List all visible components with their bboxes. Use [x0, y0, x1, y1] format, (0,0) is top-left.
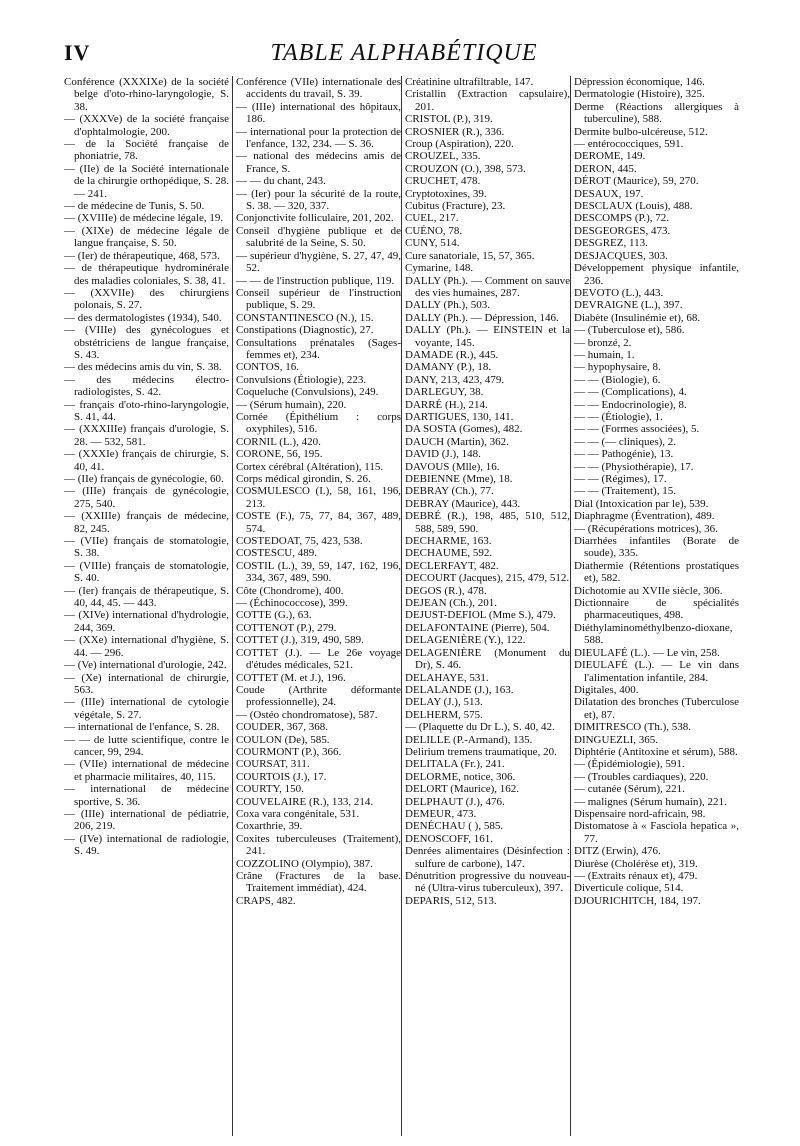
index-entry: Diurèse (Cholérèse et), 319.: [574, 857, 698, 870]
page-title: TABLE ALPHABÉTIQUE: [270, 40, 538, 66]
index-entry: — (IIIe) international de cytologie végétale, S. 27.: [64, 696, 229, 721]
index-entry: — des dermatologistes (1934), 540.: [64, 311, 222, 324]
index-entry: DEBRÉ (R.), 198, 485, 510, 512, 588, 589, 590.: [405, 510, 570, 535]
index-entry: Cryptotoxines, 39.: [405, 187, 487, 200]
index-entry: — (IIIe) français de gynécologie, 275, 540.: [64, 485, 229, 510]
index-column-2: [236, 76, 401, 1136]
index-entry: DESGEORGES, 473.: [574, 224, 671, 237]
index-entry: DITZ (Erwin), 476.: [574, 845, 661, 858]
index-entry: CROSNIER (R.), 336.: [405, 125, 505, 138]
index-entry: — — du chant, 243.: [236, 175, 326, 188]
index-entry: COTTENOT (P.), 279.: [236, 621, 337, 634]
index-entry: DEMEUR, 473.: [405, 807, 477, 820]
index-entry: DANY, 213, 423, 479.: [405, 373, 505, 386]
index-entry: — — de l'instruction publique, 119.: [236, 274, 395, 287]
index-entry: DELAFONTAINE (Pierre), 504.: [405, 621, 550, 634]
index-entry: DESJACQUES, 303.: [574, 249, 668, 262]
index-entry: — (XXIIIe) français de médecine, 82, 245.: [64, 510, 229, 535]
index-entry: — (XXXIIIe) français d'urologie, S. 28. — 532, 581.: [64, 423, 229, 448]
index-entry: DARLEGUY, 38.: [405, 386, 484, 399]
index-entry: Diaphragme (Éventration), 489.: [574, 510, 715, 523]
index-entry: — hypophysaire, 8.: [574, 361, 661, 374]
index-entry: DELAGENIÈRE (Y.), 122.: [405, 634, 526, 647]
index-entry: — de la Société française de phoniatrie, 78.: [64, 138, 229, 163]
index-column-4: [574, 76, 739, 1136]
index-entry: Créatinine ultrafiltrable, 147.: [405, 76, 534, 88]
index-entry: Cristallin (Extraction capsulaire), 201.: [405, 88, 570, 113]
index-entry: COSMULESCO (I.), 58, 161, 196, 213.: [236, 485, 401, 510]
index-entry: Conjonctivite folliculaire, 201, 202.: [236, 212, 394, 225]
index-entry: — de médecine de Tunis, S. 50.: [64, 200, 205, 213]
index-entry: Diabète (Insulinémie et), 68.: [574, 311, 701, 324]
index-entry: Diphtérie (Antitoxine et sérum), 588.: [574, 745, 738, 758]
index-entry: CUNY, 514.: [405, 237, 460, 250]
index-entry: CORONE, 56, 195.: [236, 448, 323, 461]
index-entry: DALLY (Ph.). — EINSTEIN et la voyante, 145.: [405, 324, 570, 349]
index-entry: Dépression économique, 146.: [574, 76, 705, 88]
index-entry: Conseil supérieur de l'instruction publique, S. 29.: [236, 286, 401, 312]
index-entry: Cure sanatoriale, 15, 57, 365.: [405, 249, 535, 262]
index-entry: CONSTANTINESCO (N.), 15.: [236, 311, 374, 324]
index-entry: Croup (Aspiration), 220.: [405, 138, 514, 151]
index-entry: — (Ier) français de thérapeutique, S. 40, 44, 45. — 443.: [64, 584, 229, 610]
index-entry: COSTE (F.), 75, 77, 84, 367, 489, 574.: [236, 510, 401, 535]
index-entry: DAVID (J.), 148.: [405, 448, 481, 461]
index-entry: COULON (De), 585.: [236, 733, 330, 746]
index-entry: DALLY (Ph.). — Dépression, 146.: [405, 311, 559, 324]
index-entry: DESCOMPS (P.), 72.: [574, 212, 670, 225]
index-entry: — — de lutte scientifique, contre le cancer, 99, 294.: [64, 733, 229, 758]
index-entry: — (XXXIe) français de chirurgie, S. 40, 41.: [64, 448, 229, 473]
index-entry: Distomatose à « Fasciola hepatica », 77.: [574, 820, 739, 845]
index-entry: — (Ostéo chondromatose), 587.: [236, 708, 378, 721]
index-entry: — — (Biologie), 6.: [574, 373, 661, 386]
index-entry: — (VIIe) international de médecine et pharmacie militaires, 40, 115.: [64, 758, 229, 783]
index-entry: DELORT (Maurice), 162.: [405, 783, 519, 796]
index-entry: Consultations prénatales (Sages-femmes et), 234.: [236, 336, 401, 361]
column-divider: [232, 76, 233, 1136]
index-entry: DELAHAYE, 531.: [405, 671, 489, 684]
index-entry: — (Récupérations motrices), 36.: [574, 522, 718, 535]
index-entry: CORNIL (L.), 420.: [236, 435, 321, 448]
index-entry: DÉROT (Maurice), 59, 270.: [574, 175, 699, 188]
index-entry: Coqueluche (Convulsions), 249.: [236, 386, 379, 399]
index-entry: DAMANY (P.), 18.: [405, 361, 492, 374]
index-entry: DECLERFAYT, 482.: [405, 559, 499, 572]
index-entry: — des médecins électro-radiologistes, S. 42.: [64, 373, 229, 399]
index-entry: CRISTOL (P.), 319.: [405, 113, 493, 126]
index-entry: Cymarine, 148.: [405, 262, 474, 275]
index-entry: DELHERM, 575.: [405, 708, 483, 721]
index-entry: Cortex cérébral (Altération), 115.: [236, 460, 384, 473]
index-entry: DALLY (Ph.). — Comment on sauve des vies humaines, 287.: [405, 274, 570, 299]
index-entry: COSTIL (L.), 39, 59, 147, 162, 196, 334, 367, 489, 590.: [236, 559, 401, 585]
index-entry: Dénutrition progressive du nouveau-né (Ultra-virus tuberculeux), 397.: [405, 870, 570, 895]
index-entry: DERON, 445.: [574, 162, 637, 175]
index-entry: Digitales, 400.: [574, 683, 639, 696]
index-entry: COTTET (J.). — Le 26e voyage d'études médicales, 521.: [236, 646, 401, 672]
index-entry: COURTOIS (J.), 17.: [236, 770, 327, 783]
index-entry: CRUCHET, 478.: [405, 175, 481, 188]
index-entry: Conférence (XXXIXe) de la société belge d'oto-rhino-laryngologie, S. 38.: [64, 76, 229, 113]
index-entry: DEROME, 149.: [574, 150, 646, 163]
index-entry: CROUZON (O.), 398, 573.: [405, 162, 526, 175]
index-entry: DEPARIS, 512, 513.: [405, 894, 497, 907]
index-entry: CUÉNO, 78.: [405, 224, 463, 237]
index-entry: Denrées alimentaires (Désinfection : sulfure de carbone), 147.: [405, 845, 570, 870]
index-entry: Cornée (Épithélium : corps oxyphiles), 516.: [236, 410, 401, 436]
index-entry: COURSAT, 311.: [236, 758, 310, 771]
index-entry: — (XIVe) international d'hydrologie, 244, 369.: [64, 609, 229, 634]
index-entry: Diverticule colique, 514.: [574, 882, 684, 895]
index-entry: Dispensaire nord-africain, 98.: [574, 807, 706, 820]
index-entry: DESAUX, 197.: [574, 187, 644, 200]
index-entry: CUEL, 217.: [405, 212, 459, 225]
index-entry: — (XXVIIe) des chirurgiens polonais, S. 27.: [64, 286, 229, 312]
index-entry: Dichotomie au XVIIe siècle, 306.: [574, 584, 723, 597]
index-entry: DARRÉ (H.), 214.: [405, 398, 488, 411]
index-entry: DELILLE (P.-Armand), 135.: [405, 733, 533, 746]
index-entry: Dial (Intoxication par le), 539.: [574, 497, 709, 510]
index-entry: DECOURT (Jacques), 215, 479, 512.: [405, 572, 570, 585]
index-entry: — (Ier) de thérapeutique, 468, 573.: [64, 249, 220, 262]
index-entry: COZZOLINO (Olympio), 387.: [236, 857, 373, 870]
index-entry: Dermatologie (Histoire), 325.: [574, 88, 705, 101]
index-entry: DAUCH (Martin), 362.: [405, 435, 509, 448]
index-entry: Corps médical girondin, S. 26.: [236, 473, 371, 485]
index-entry: DEVOTO (L.), 443.: [574, 286, 664, 299]
index-entry: — (Ier) pour la sécurité de la route, S. 38. — 320, 337.: [236, 187, 401, 213]
index-entry: — (XXe) international d'hygiène, S. 44. — 296.: [64, 634, 229, 659]
index-entry: — (XIXe) de médecine légale de langue française, S. 50.: [64, 224, 229, 250]
index-entry: — — (Traitement), 15.: [574, 485, 676, 498]
index-entry: DAMADE (R.), 445.: [405, 348, 499, 361]
index-entry: — bronzé, 2.: [574, 336, 632, 349]
index-entry: DIEULAFÉ (L.). — Le vin, 258.: [574, 646, 720, 659]
page-header: [64, 40, 744, 70]
index-entry: — — Endocrinologie), 8.: [574, 398, 687, 411]
index-entry: — — (Régimes), 17.: [574, 473, 667, 485]
index-entry: — — (Étiologie), 1.: [574, 410, 663, 423]
index-entry: — français d'oto-rhino-laryngologie, S. 41, 44.: [64, 398, 229, 423]
index-entry: DESGREZ, 113.: [574, 237, 648, 250]
index-entry: — (XXXVe) de la société française d'ophtalmologie, 200.: [64, 113, 229, 138]
index-entry: DEJUST-DEFIOL (Mme S.), 479.: [405, 609, 556, 622]
index-entry: — (IIIe) international des hôpitaux, 186.: [236, 100, 401, 126]
index-column-1: [64, 76, 229, 1136]
index-entry: DELAGENIÈRE (Monument du Dr), S. 46.: [405, 646, 570, 672]
index-entry: — de thérapeutique hydrominérale des maladies coloniales, S. 38, 41.: [64, 262, 229, 287]
index-entry: DEJEAN (Ch.), 201.: [405, 597, 497, 610]
index-entry: Conseil d'hygiène publique et de salubrité de la Seine, S. 50.: [236, 224, 401, 250]
index-entry: — (Extraits rénaux et), 479.: [574, 870, 698, 882]
index-entry: COTTE (G.), 63.: [236, 609, 312, 622]
index-entry: Diathermie (Rétentions prostatiques et), 582.: [574, 559, 739, 585]
index-entry: — (IIe) français de gynécologie, 60.: [64, 473, 224, 485]
index-entry: DEBRAY (Ch.), 77.: [405, 485, 494, 498]
index-entry: — (XVIIIe) de médecine légale, 19.: [64, 212, 224, 225]
index-entry: COTTET (M. et J.), 196.: [236, 671, 346, 684]
index-entry: DEGOS (R.), 478.: [405, 584, 487, 597]
index-entry: — (Xe) international de chirurgie, 563.: [64, 671, 229, 696]
column-divider: [401, 76, 402, 1136]
index-entry: COTTET (J.), 319, 490, 589.: [236, 634, 364, 647]
index-entry: CROUZEL, 335.: [405, 150, 481, 163]
index-entry: DA SOSTA (Gomes), 482.: [405, 423, 523, 436]
index-entry: Coude (Arthrite déformante professionnelle), 24.: [236, 683, 401, 709]
index-entry: Diéthylaminométhylbenzo-dioxane, 588.: [574, 621, 733, 647]
index-entry: — (VIIe) français de stomatologie, S. 38.: [64, 535, 229, 560]
index-entry: — (IIIe) international de pédiatrie, 206, 219.: [64, 807, 229, 833]
index-entry: DEBRAY (Maurice), 443.: [405, 497, 521, 510]
index-entry: Dermite bulbo-ulcéreuse, 512.: [574, 125, 708, 138]
index-entry: Coxites tuberculeuses (Traitement), 241.: [236, 832, 401, 858]
index-entry: — supérieur d'hygiène, S. 27, 47, 49, 52.: [236, 249, 401, 275]
index-entry: Convulsions (Étiologie), 223.: [236, 373, 367, 386]
index-entry: DECHARME, 163.: [405, 535, 492, 548]
index-entry: — (Sérum humain), 220.: [236, 398, 347, 411]
index-entry: — entérococciques, 591.: [574, 138, 684, 151]
index-entry: — national des médecins amis de France, S.: [236, 150, 401, 175]
index-entry: DAVOUS (Mlle), 16.: [405, 460, 500, 473]
index-entry: DENÉCHAU ( ), 585.: [405, 820, 504, 833]
index-entry: DIEULAFÉ (L.). — Le vin dans l'alimentation infantile, 284.: [574, 659, 739, 684]
index-entry: — (IIe) de la Société internationale de la chirurgie orthopédique, S. 28. — 241.: [64, 162, 229, 200]
index-entry: DENOSCOFF, 161.: [405, 832, 494, 845]
index-entry: Delirium tremens traumatique, 20.: [405, 745, 557, 758]
index-entry: — (VIIIe) des gynécologues et obstétriciens de langue française, S. 43.: [64, 324, 229, 361]
index-entry: DJOURICHITCH, 184, 197.: [574, 894, 701, 907]
index-entry: Dilatation des bronches (Tuberculose et), 87.: [574, 696, 739, 721]
index-entry: DELPHAUT (J.), 476.: [405, 795, 505, 808]
index-entry: — (Troubles cardiaques), 220.: [574, 770, 709, 783]
index-entry: CONTOS, 16.: [236, 361, 300, 374]
index-entry: — humain, 1.: [574, 348, 635, 361]
index-entry: COSTESCU, 489.: [236, 547, 317, 560]
index-entry: DELORME, notice, 306.: [405, 770, 516, 783]
index-entry: — (Tuberculose et), 586.: [574, 324, 685, 337]
index-entry: DELITALA (Fr.), 241.: [405, 758, 505, 771]
index-entry: COSTEDOAT, 75, 423, 538.: [236, 535, 363, 548]
index-entry: — — (Formes associées), 5.: [574, 423, 700, 436]
index-entry: — des médecins amis du vin, S. 38.: [64, 361, 222, 374]
index-entry: — (Plaquette du Dr L.), S. 40, 42.: [405, 721, 555, 734]
index-entry: COURTY, 150.: [236, 783, 304, 796]
index-entry: CRAPS, 482.: [236, 894, 296, 907]
index-column-3: [405, 76, 570, 1136]
index-entry: — — (Complications), 4.: [574, 386, 687, 399]
index-entry: DIMITRESCO (Th.), 538.: [574, 721, 692, 734]
index-entry: DELAY (J.), 513.: [405, 696, 483, 709]
index-entry: Dictionnaire de spécialités pharmaceutiques, 498.: [574, 597, 739, 622]
index-entry: — (Ve) international d'urologie, 242.: [64, 659, 227, 672]
index-entry: — (VIIIe) français de stomatologie, S. 40.: [64, 559, 229, 585]
index-entry: Derme (Réactions allergiques à tuberculine), 588.: [574, 100, 739, 126]
index-entry: DECHAUME, 592.: [405, 547, 493, 560]
index-entry: Coxa vara congénitale, 531.: [236, 807, 360, 820]
index-columns: [64, 76, 744, 1136]
index-entry: Crâne (Fractures de la base. Traitement immédiat), 424.: [236, 870, 401, 895]
index-entry: DEBIENNE (Mme), 18.: [405, 473, 513, 485]
index-entry: DESCLAUX (Louis), 488.: [574, 200, 693, 213]
index-entry: — — Pathogénie), 13.: [574, 448, 674, 461]
index-entry: COURMONT (P.), 366.: [236, 745, 342, 758]
column-divider: [570, 76, 571, 1136]
index-entry: Développement physique infantile, 236.: [574, 262, 739, 287]
index-entry: — international de l'enfance, S. 28.: [64, 721, 220, 734]
index-entry: — cutanée (Sérum), 221.: [574, 783, 685, 796]
index-entry: — — (Physiothérapie), 17.: [574, 460, 694, 473]
index-entry: Constipations (Diagnostic), 27.: [236, 324, 374, 337]
index-entry: Côte (Chondrome), 400.: [236, 584, 344, 597]
index-entry: — — (— cliniques), 2.: [574, 435, 677, 448]
index-entry: Coxarthrie, 39.: [236, 820, 303, 833]
index-entry: Diarrhées infantiles (Borate de soude), 335.: [574, 535, 739, 560]
index-entry: DELALANDE (J.), 163.: [405, 683, 514, 696]
index-entry: — (Échinococcose), 399.: [236, 597, 348, 610]
index-entry: DALLY (Ph.), 503.: [405, 299, 490, 312]
index-entry: Cubitus (Fracture), 23.: [405, 200, 506, 213]
index-entry: COUDER, 367, 368.: [236, 721, 328, 734]
index-entry: — international pour la protection de l'enfance, 132, 234. — S. 36.: [236, 125, 401, 151]
index-entry: — (Épidémiologie), 591.: [574, 758, 685, 771]
index-entry: Conférence (VIIe) internationale des accidents du travail, S. 39.: [236, 76, 401, 101]
index-entry: — malignes (Sérum humain), 221.: [574, 795, 727, 808]
index-entry: COUVELAIRE (R.), 133, 214.: [236, 795, 374, 808]
index-entry: DARTIGUES, 130, 141.: [405, 410, 514, 423]
index-entry: DEVRAIGNE (L.), 397.: [574, 299, 683, 312]
index-entry: DINGUEZLI, 365.: [574, 733, 659, 746]
page-number: IV: [64, 40, 91, 65]
index-entry: — (IVe) international de radiologie, S. 49.: [64, 832, 229, 858]
index-entry: — international de médecine sportive, S. 36.: [64, 783, 229, 808]
